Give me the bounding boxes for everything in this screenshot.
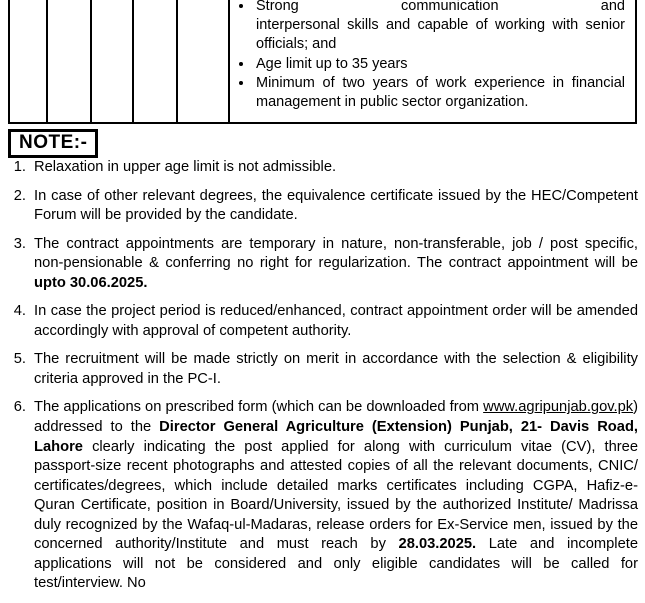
table-cell-requirements <box>230 0 635 122</box>
note-text-seg4: Late and incomplete applications will not be considered and only eligible candidates will be called for test/interview. No <box>34 536 638 592</box>
application-form-link[interactable]: www.agripunjab.gov.pk <box>483 399 634 416</box>
note-text <box>34 235 638 294</box>
requirement-item: • Age limit up to 35 years <box>254 55 625 74</box>
note-number: 6. <box>13 399 26 416</box>
note-number: 5. <box>13 351 26 368</box>
requirement-line-1: • Strong communication and <box>256 0 625 14</box>
note-number: 2. <box>13 187 26 204</box>
criteria-table-fragment <box>8 0 637 124</box>
notes-list <box>8 158 638 603</box>
note-text-seg1: The applications on prescribed form (which can be downloaded from <box>34 399 484 416</box>
requirement-line-rest: interpersonal skills and capable of working with senior officials; and <box>256 16 625 52</box>
table-cell-empty-1 <box>10 0 48 122</box>
note-item-1 <box>8 158 638 178</box>
note-item-2 <box>8 187 638 226</box>
note-text: Relaxation in upper age limit is not admissible. <box>34 159 337 175</box>
note-text-seg2: ) addressed to the <box>34 399 638 436</box>
requirements-list <box>232 0 625 112</box>
note-number: 4. <box>13 303 26 320</box>
note-item-5 <box>8 350 638 389</box>
note-item-4 <box>8 302 638 341</box>
note-text-pre: The contract appointments are temporary in nature, non-transferable, job / post specific, non-pensionable & conferring no right for regularization. The contract appointment will be <box>34 235 638 272</box>
requirement-item <box>254 0 625 54</box>
note-text: In case the project period is reduced/enhanced, contract appointment order will be amended accordingly with approval of competent authority. <box>34 303 638 339</box>
table-cell-empty-5 <box>178 0 230 122</box>
note-text: The recruitment will be made strictly on merit in accordance with the selection & eligibility criteria approved in the PC-I. <box>34 351 638 387</box>
table-cell-empty-2 <box>48 0 92 122</box>
table-cell-empty-4 <box>134 0 178 122</box>
note-text-bold-deadline: 28.03.2025. <box>398 536 477 553</box>
note-number: 3. <box>13 235 26 252</box>
note-text: In case of other relevant degrees, the equivalence certificate issued by the HEC/Competent Forum will be provided by the candidate. <box>34 187 638 224</box>
note-number: 1. <box>13 159 26 175</box>
note-item-6 <box>8 398 638 593</box>
requirement-item: • Minimum of two years of work experience in financial management in public sector organization. <box>254 74 625 112</box>
table-cell-empty-3 <box>92 0 134 122</box>
note-text-bold-address: Director General Agriculture (Extension) Punjab, 21- Davis Road, Lahore <box>34 419 638 455</box>
note-item-3 <box>8 235 638 294</box>
note-heading: NOTE:- <box>8 129 98 158</box>
note-text <box>34 398 638 593</box>
note-text-seg3: clearly indicating the post applied for along with curriculum vitae (CV), three passport-size recent photographs and attested copies of all the relevant documents, CNIC/ certificates/degrees, which include detailed marks certificates including CGPA, Hafiz-e-Quran Certificate, position in Board/University, issued by the authorized Institute/ Madrissa duly recognized by the Wafaq-ul-Madaras, release orders for Ex-Service men, issued by the concerned authority/Institute and must reach by <box>34 438 638 553</box>
note-text-bold-date: upto 30.06.2025. <box>34 274 148 291</box>
